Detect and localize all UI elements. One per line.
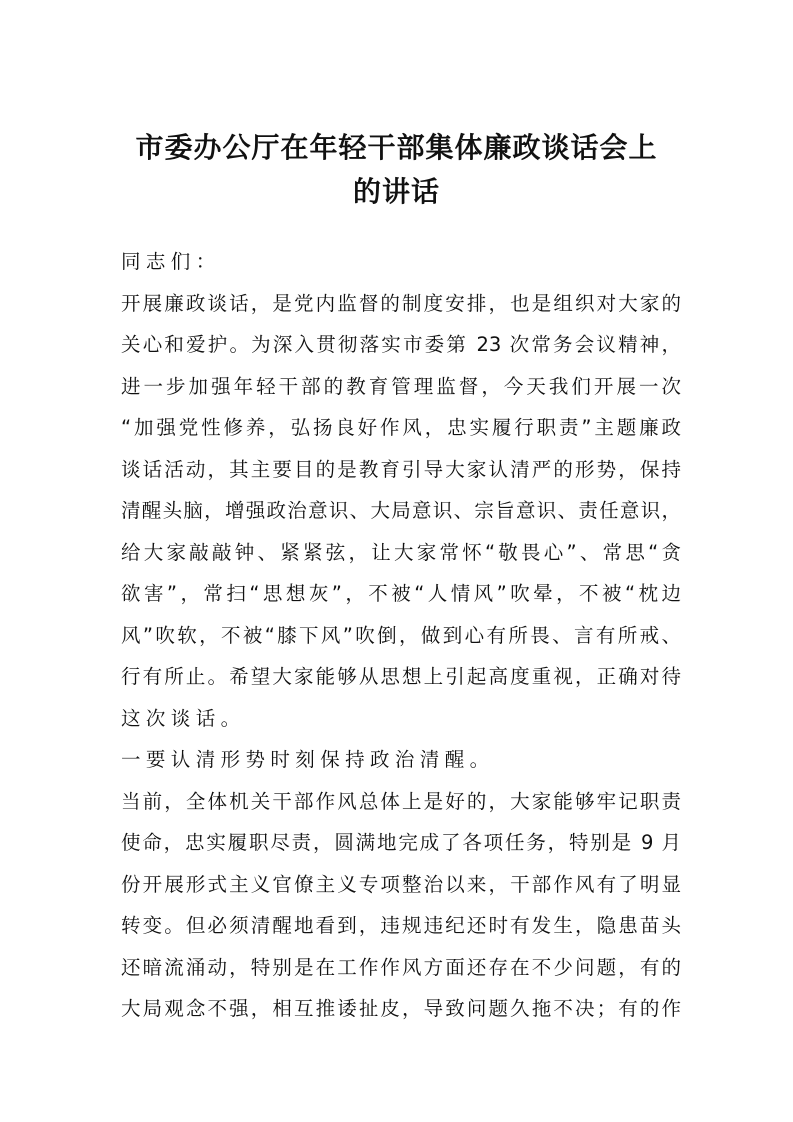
text-line: 还暗流涌动，特别是在工作作风方面还存在不少问题，有的: [121, 955, 681, 979]
text-line: 欲害”，常扫“思想灰”，不被“人情风”吹晕，不被“枕边: [121, 582, 681, 605]
document-body: [121, 241, 681, 1030]
section-heading: 一要认清形势时刻保持政治清醒。: [121, 748, 495, 771]
text-line: 谈话活动，其主要目的是教育引导大家认清严的形势，保持: [121, 457, 681, 481]
text-line: 关心和爱护。为深入贯彻落实市委第 23 次常务会议精神，: [121, 333, 681, 356]
document-title-line-2: 的讲话: [352, 175, 440, 208]
text-line: 进一步加强年轻干部的教育管理监督，今天我们开展一次: [121, 374, 681, 398]
text-line: 当前，全体机关干部作风总体上是好的，大家能够牢记职责: [121, 789, 681, 813]
salutation: 同志们：: [121, 250, 221, 273]
text-line: 行有所止。希望大家能够从思想上引起高度重视，正确对待: [121, 665, 681, 688]
text-line: 大局观念不强，相互推诿扯皮，导致问题久拖不决；有的作: [121, 997, 681, 1020]
text-line: 风”吹软，不被“膝下风”吹倒，做到心有所畏、言有所戒、: [121, 623, 681, 647]
text-line: 这次谈话。: [121, 706, 246, 730]
text-line: 清醒头脑，增强政治意识、大局意识、宗旨意识、责任意识，: [121, 499, 681, 522]
text-line: 给大家敲敲钟、紧紧弦，让大家常怀“敬畏心”、常思“贪: [121, 540, 681, 564]
text-line: 开展廉政谈话，是党内监督的制度安排，也是组织对大家的: [121, 291, 681, 315]
text-line: 份开展形式主义官僚主义专项整治以来，干部作风有了明显: [121, 872, 681, 896]
text-line: 使命，忠实履职尽责，圆满地完成了各项任务，特别是 9 月: [121, 831, 681, 854]
text-line: 转变。但必须清醒地看到，违规违纪还时有发生，隐患苗头: [121, 914, 681, 937]
text-line: “加强党性修养，弘扬良好作风，忠实履行职责”主题廉政: [121, 416, 681, 439]
document-title-line-1: 市委办公厅在年轻干部集体廉政谈话会上: [135, 131, 658, 164]
